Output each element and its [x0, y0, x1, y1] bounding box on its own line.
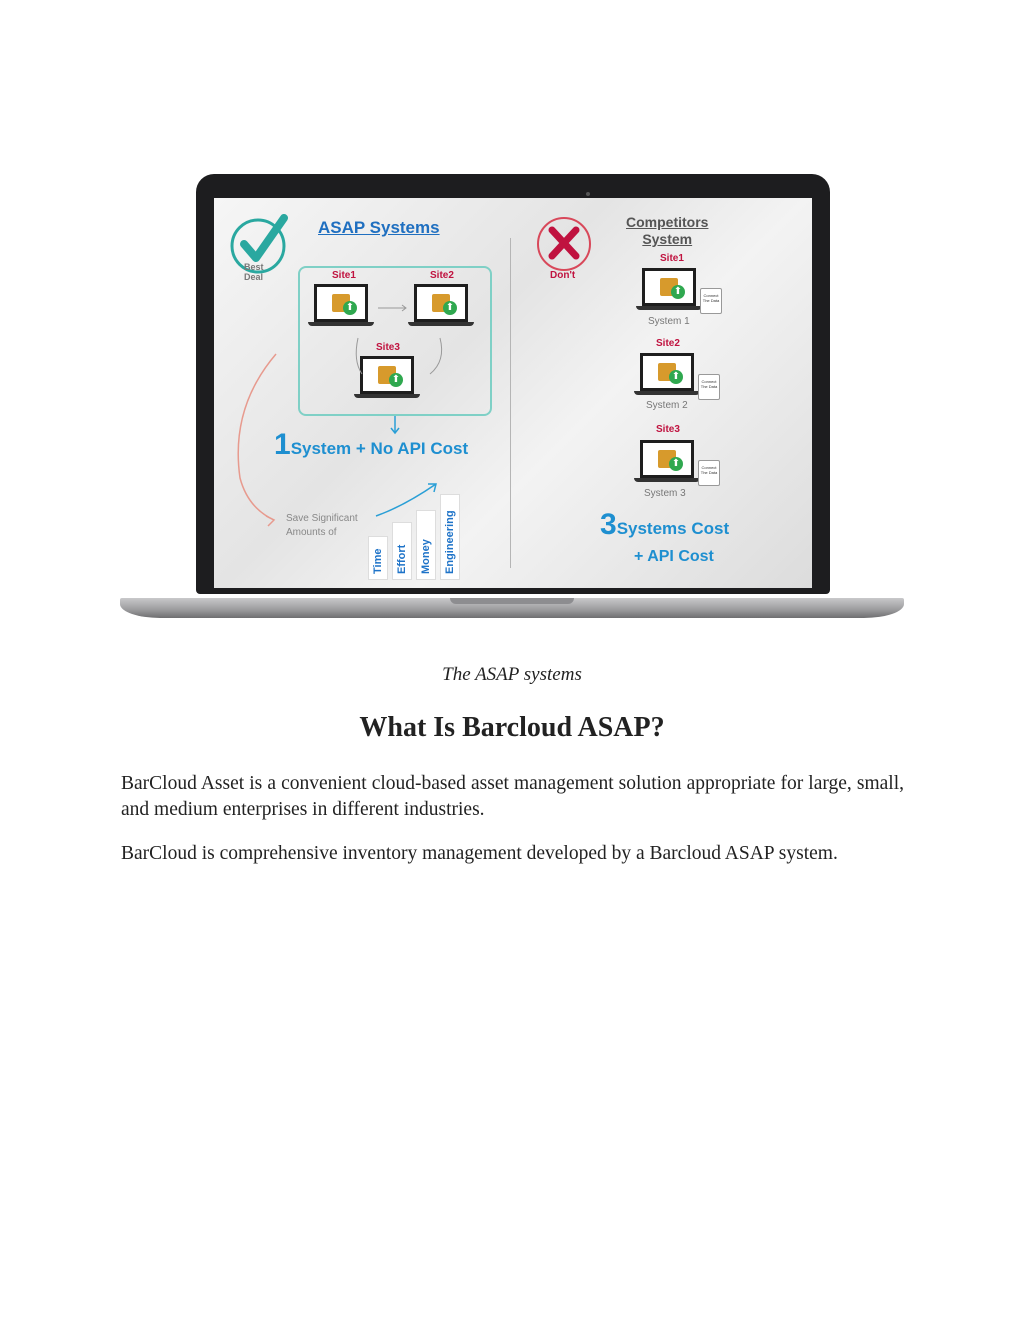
- asap-site2-label: Site2: [430, 270, 454, 281]
- comp-summary-api: + API Cost: [634, 548, 714, 565]
- save-significant-text: Save Significant Amounts of: [286, 513, 358, 538]
- savings-curve-arrow: [228, 348, 288, 538]
- laptop-camera: [586, 192, 590, 196]
- asap-summary-text: System + No API Cost: [290, 439, 469, 458]
- competitors-heading: Competitors System: [626, 214, 709, 247]
- asap-site3-label: Site3: [376, 342, 400, 353]
- comp-site1-label: Site1: [660, 253, 684, 264]
- laptop-screen: Best Deal ASAP Systems Site1 ⬆ Site2 ⬆ Site3 ⬆ 1System + No API Cost Save Significant Amounts of Time Effort Money Engineering Don't Competitors System Site1 ⬆ Connect The Data System 1 Site2 ⬆ Connect The Data System 2 Site3 ⬆ Connect The Data System 3 3Systems Cost + API Cost: [214, 198, 812, 588]
- bar-time-label: Time: [372, 548, 384, 574]
- best-deal-badge: Best Deal: [244, 262, 264, 282]
- sync-arrows: [298, 266, 492, 436]
- asap-site1-label: Site1: [332, 270, 356, 281]
- bar-effort-label: Effort: [396, 544, 408, 574]
- bar-money-label: Money: [420, 539, 432, 574]
- comp-site2-label: Site2: [656, 338, 680, 349]
- panel-divider: [510, 238, 511, 568]
- comp-system3-label: System 3: [644, 488, 686, 499]
- asap-systems-heading: ASAP Systems: [318, 218, 440, 237]
- comp-summary-number: 3: [600, 508, 617, 541]
- comp-system1-label: System 1: [648, 316, 690, 327]
- figure-caption: The ASAP systems: [442, 664, 582, 685]
- dont-badge: Don't: [550, 270, 576, 281]
- comp-summary: [600, 508, 729, 542]
- bar-engineering-label: Engineering: [444, 510, 456, 574]
- comp-system2-label: System 2: [646, 400, 688, 411]
- paragraph-2: BarCloud is comprehensive inventory management developed by a Barcloud ASAP system.: [121, 843, 838, 864]
- comp-site3-label: Site3: [656, 424, 680, 435]
- comp-connect-card-1: Connect The Data: [700, 288, 722, 314]
- asap-systems-figure: [120, 172, 904, 644]
- paragraph-1: BarCloud Asset is a convenient cloud-based asset management solution appropriate for large, small, and medium enterprises in different industries.: [121, 773, 904, 820]
- section-title: What Is Barcloud ASAP?: [359, 712, 665, 743]
- comp-summary-text: Systems Cost: [616, 519, 730, 538]
- laptop-notch: [450, 598, 574, 604]
- comp-connect-card-3: Connect The Data: [698, 460, 720, 486]
- comp-connect-card-2: Connect The Data: [698, 374, 720, 400]
- asap-summary: [274, 428, 468, 462]
- asap-summary-number: 1: [274, 428, 291, 461]
- cross-icon: [532, 212, 598, 278]
- laptop-base: [120, 598, 904, 618]
